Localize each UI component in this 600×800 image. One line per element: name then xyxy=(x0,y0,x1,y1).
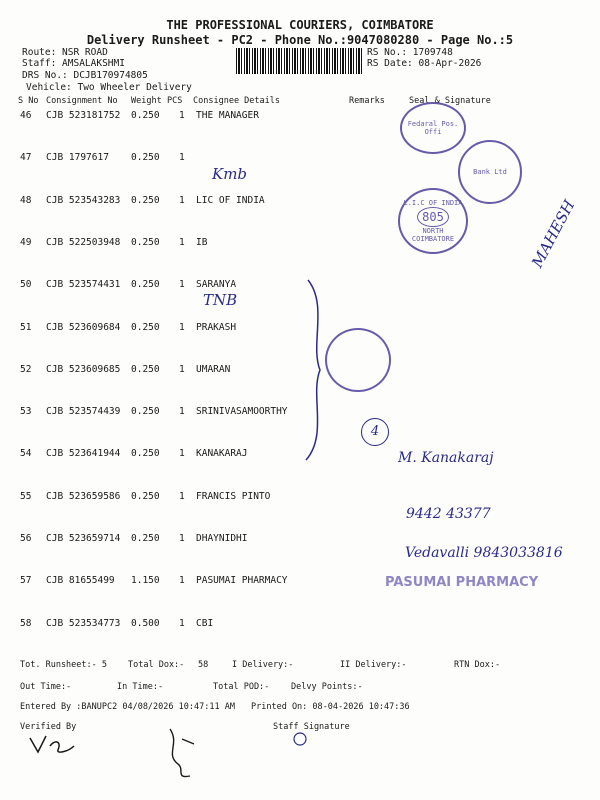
row-consignment-no: CJB 523574431 xyxy=(46,279,121,291)
row-sno: 52 xyxy=(20,363,32,375)
table-row xyxy=(0,491,600,505)
row-weight: 0.250 xyxy=(131,321,160,333)
row-weight: 0.250 xyxy=(131,236,160,248)
col-sno: S No xyxy=(18,96,39,106)
row-weight: 0.250 xyxy=(131,490,160,502)
bank-stamp: Bank Ltd xyxy=(458,140,522,204)
rtn-dox: RTN Dox:- xyxy=(454,660,501,670)
row-consignee: UMARAN xyxy=(196,363,231,375)
row-sno: 53 xyxy=(20,406,32,418)
i-delivery: I Delivery:- xyxy=(232,660,294,670)
rs-number: RS No.: 1709748 xyxy=(367,47,453,58)
handwriting-56: Vedavalli 9843033816 xyxy=(405,545,563,561)
verifier-signature xyxy=(28,732,78,756)
row-consignment-no: CJB 523181752 xyxy=(46,110,121,121)
table-row xyxy=(0,618,600,632)
row-pcs: 1 xyxy=(179,152,185,164)
handwriting-54: M. Kanakaraj xyxy=(398,450,494,466)
row-weight: 0.250 xyxy=(131,152,160,164)
company-title: THE PROFESSIONAL COURIERS, COIMBATORE xyxy=(166,18,434,32)
total-pod: Total POD:- xyxy=(213,682,270,692)
row-sno: 47 xyxy=(20,152,32,164)
row-weight: 0.250 xyxy=(131,448,160,460)
row-sno: 57 xyxy=(20,575,32,587)
row-consignment-no: CJB 522503948 xyxy=(46,236,121,248)
row-pcs: 1 xyxy=(179,448,185,460)
barcode xyxy=(236,48,364,74)
row-consignee: SARANYA xyxy=(196,279,237,291)
row-weight: 0.250 xyxy=(131,194,160,206)
entered-by: Entered By :BANUPC2 04/08/2026 10:47:11 AM xyxy=(20,702,235,712)
vehicle: Vehicle: Two Wheeler Delivery xyxy=(26,82,192,93)
row-consignee: CBI xyxy=(196,617,214,629)
row-consignment-no: CJB 523534773 xyxy=(46,617,121,629)
rs-date: RS Date: 08-Apr-2026 xyxy=(367,58,482,69)
col-pcs: PCS xyxy=(167,96,183,106)
row-weight: 0.250 xyxy=(131,363,160,375)
row-pcs: 1 xyxy=(179,490,185,502)
row-consignment-no: CJB 523543283 xyxy=(46,194,121,206)
row-consignment-no: CJB 523659586 xyxy=(46,490,121,502)
row-consignee: DHAYNIDHI xyxy=(196,533,248,544)
out-time: Out Time:- xyxy=(20,682,72,692)
staff-signature-mark xyxy=(160,724,200,784)
row-pcs: 1 xyxy=(179,617,185,629)
pharmacy-stamp: PASUMAI PHARMACY xyxy=(385,575,539,590)
row-weight: 1.150 xyxy=(131,575,160,587)
row-sno: 56 xyxy=(20,533,32,544)
row-sno: 48 xyxy=(20,194,32,206)
row-sno: 50 xyxy=(20,279,32,291)
row-weight: 0.250 xyxy=(131,110,160,121)
col-remarks: Remarks xyxy=(349,96,385,106)
row-weight: 0.250 xyxy=(131,406,160,418)
staff-signature: Staff Signature xyxy=(273,722,350,732)
handwriting-50: TNB xyxy=(203,291,238,309)
row-consignment-no: CJB 523659714 xyxy=(46,533,121,544)
row-consignee: PASUMAI PHARMACY xyxy=(196,575,288,587)
circled-number: 4 xyxy=(361,418,389,446)
row-sno: 46 xyxy=(20,110,32,121)
row-pcs: 1 xyxy=(179,110,185,121)
round-stamp xyxy=(325,328,391,392)
total-dox-label: Total Dox:- xyxy=(128,660,185,670)
route: Route: NSR ROAD xyxy=(22,47,108,58)
handwriting-47: Kmb xyxy=(212,165,248,183)
in-time: In Time:- xyxy=(117,682,164,692)
handwriting-mahesh: MAHESH xyxy=(528,197,579,271)
total-dox-value: 58 xyxy=(198,660,209,670)
col-consignment: Consignment No xyxy=(46,96,118,106)
row-consignment-no: CJB 523574439 xyxy=(46,406,121,418)
row-consignee: SRINIVASAMOORTHY xyxy=(196,406,288,418)
staff: Staff: AMSALAKSHMI xyxy=(22,58,125,69)
row-consignment-no: CJB 523609685 xyxy=(46,363,121,375)
row-pcs: 1 xyxy=(179,279,185,291)
printed-on: Printed On: 08-04-2026 10:47:36 xyxy=(251,702,410,712)
row-consignment-no: CJB 81655499 xyxy=(46,575,115,587)
row-weight: 0.500 xyxy=(131,617,160,629)
row-pcs: 1 xyxy=(179,575,185,587)
row-consignee: PRAKASH xyxy=(196,321,237,333)
row-sno: 54 xyxy=(20,448,32,460)
row-pcs: 1 xyxy=(179,406,185,418)
table-row xyxy=(0,110,600,124)
row-pcs: 1 xyxy=(179,533,185,544)
row-sno: 49 xyxy=(20,236,32,248)
bracket-mark xyxy=(300,275,330,465)
row-consignee: LIC OF INDIA xyxy=(196,194,265,206)
row-consignee: THE MANAGER xyxy=(196,110,259,121)
row-sno: 55 xyxy=(20,490,32,502)
row-consignee: KANAKARAJ xyxy=(196,448,248,460)
row-consignee: IB xyxy=(196,236,208,248)
verified-by: Verified By xyxy=(20,722,77,732)
row-consignment-no: CJB 523609684 xyxy=(46,321,121,333)
row-pcs: 1 xyxy=(179,236,185,248)
ii-delivery: II Delivery:- xyxy=(340,660,407,670)
row-weight: 0.250 xyxy=(131,279,160,291)
col-seal: Seal & Signature xyxy=(409,96,491,106)
col-consignee: Consignee Details xyxy=(193,96,280,106)
delvy-points: Delvy Points:- xyxy=(291,682,363,692)
handwriting-55: 9442 43377 xyxy=(406,506,491,522)
row-pcs: 1 xyxy=(179,194,185,206)
drs-number: DRS No.: DCJB170974805 xyxy=(22,70,148,81)
row-weight: 0.250 xyxy=(131,533,160,544)
row-pcs: 1 xyxy=(179,363,185,375)
row-consignment-no: CJB 1797617 xyxy=(46,152,109,164)
runsheet-subtitle: Delivery Runsheet - PC2 - Phone No.:9047080280 - Page No.:5 xyxy=(86,33,514,47)
lic-stamp: L.I.C OF INDIA 805 NORTH COIMBATORE xyxy=(398,188,468,254)
row-sno: 58 xyxy=(20,617,32,629)
post-office-stamp: Fedaral Pos. Offi xyxy=(400,102,466,154)
row-pcs: 1 xyxy=(179,321,185,333)
staff-initial-mark xyxy=(290,730,312,748)
col-weight: Weight xyxy=(131,96,162,106)
table-row xyxy=(0,237,600,251)
row-consignee: FRANCIS PINTO xyxy=(196,490,271,502)
tot-runsheet: Tot. Runsheet:- 5 xyxy=(20,660,107,670)
row-consignment-no: CJB 523641944 xyxy=(46,448,121,460)
row-sno: 51 xyxy=(20,321,32,333)
